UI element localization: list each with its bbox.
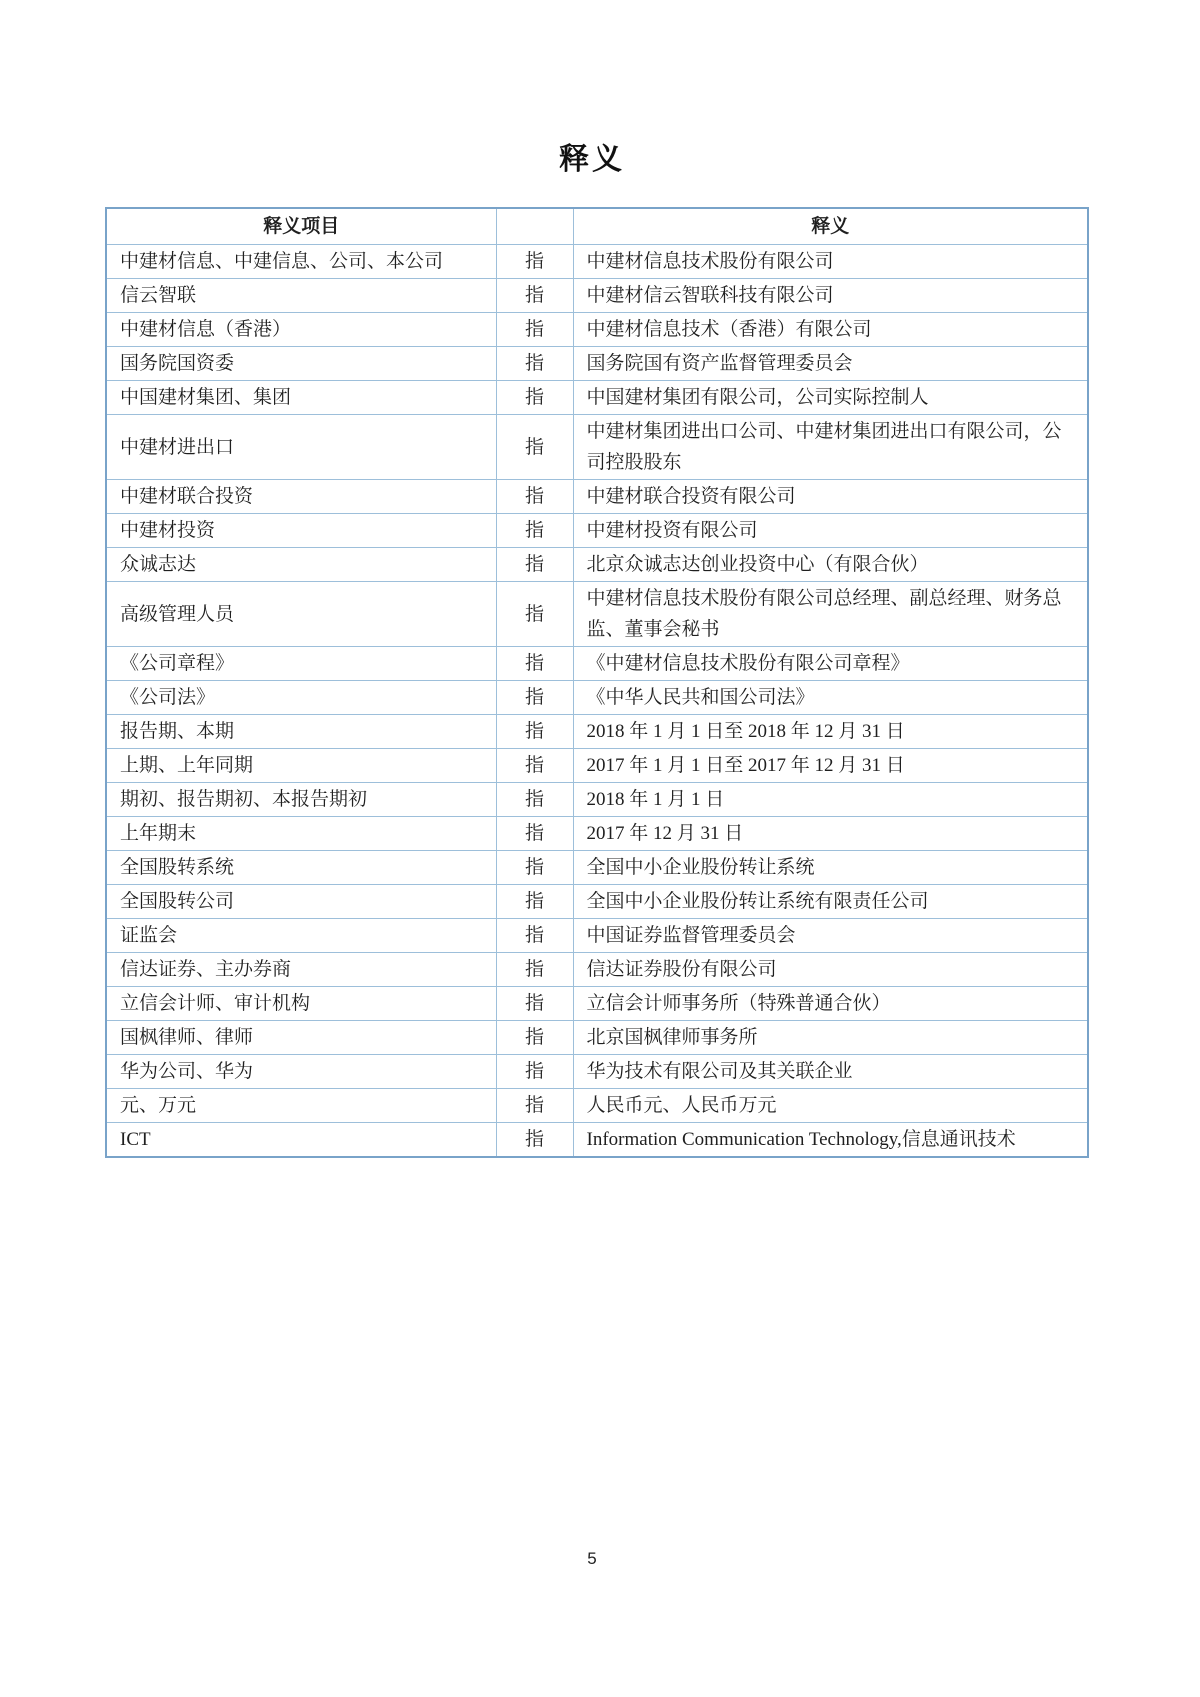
connector-cell: 指 xyxy=(496,681,573,715)
definition-cell: 《中华人民共和国公司法》 xyxy=(573,681,1088,715)
table-row xyxy=(106,279,1088,313)
table-row xyxy=(106,1089,1088,1123)
definition-cell: 2017 年 12 月 31 日 xyxy=(573,817,1088,851)
term-cell: 华为公司、华为 xyxy=(106,1055,496,1089)
term-cell: 《公司法》 xyxy=(106,681,496,715)
table-row xyxy=(106,347,1088,381)
table-row xyxy=(106,681,1088,715)
connector-cell: 指 xyxy=(496,347,573,381)
term-cell: 高级管理人员 xyxy=(106,582,496,647)
connector-cell: 指 xyxy=(496,749,573,783)
term-cell: 国务院国资委 xyxy=(106,347,496,381)
definition-cell: 中建材联合投资有限公司 xyxy=(573,480,1088,514)
term-cell: 中建材联合投资 xyxy=(106,480,496,514)
connector-cell: 指 xyxy=(496,514,573,548)
connector-cell: 指 xyxy=(496,582,573,647)
term-cell: 中建材投资 xyxy=(106,514,496,548)
table-row xyxy=(106,647,1088,681)
definition-cell: 2018 年 1 月 1 日 xyxy=(573,783,1088,817)
definitions-table xyxy=(105,207,1089,1158)
connector-cell: 指 xyxy=(496,1055,573,1089)
definition-cell: 北京众诚志达创业投资中心（有限合伙） xyxy=(573,548,1088,582)
definition-cell: 全国中小企业股份转让系统 xyxy=(573,851,1088,885)
connector-cell: 指 xyxy=(496,715,573,749)
table-row xyxy=(106,313,1088,347)
definition-cell: 中建材投资有限公司 xyxy=(573,514,1088,548)
connector-cell: 指 xyxy=(496,987,573,1021)
definition-cell: 全国中小企业股份转让系统有限责任公司 xyxy=(573,885,1088,919)
definition-cell: 信达证券股份有限公司 xyxy=(573,953,1088,987)
connector-cell: 指 xyxy=(496,381,573,415)
definition-cell: 人民币元、人民币万元 xyxy=(573,1089,1088,1123)
definition-cell: 中建材信云智联科技有限公司 xyxy=(573,279,1088,313)
header-definition: 释义 xyxy=(573,208,1088,245)
table-row xyxy=(106,1021,1088,1055)
table-row xyxy=(106,415,1088,480)
connector-cell: 指 xyxy=(496,919,573,953)
table-row xyxy=(106,381,1088,415)
table-row xyxy=(106,1055,1088,1089)
connector-cell: 指 xyxy=(496,279,573,313)
connector-cell: 指 xyxy=(496,313,573,347)
definition-cell: 中建材信息技术股份有限公司 xyxy=(573,245,1088,279)
table-row xyxy=(106,245,1088,279)
connector-cell: 指 xyxy=(496,1021,573,1055)
connector-cell: 指 xyxy=(496,953,573,987)
table-row xyxy=(106,715,1088,749)
connector-cell: 指 xyxy=(496,1089,573,1123)
term-cell: 全国股转公司 xyxy=(106,885,496,919)
term-cell: 证监会 xyxy=(106,919,496,953)
connector-cell: 指 xyxy=(496,480,573,514)
term-cell: 全国股转系统 xyxy=(106,851,496,885)
definition-cell: 立信会计师事务所（特殊普通合伙） xyxy=(573,987,1088,1021)
table-body xyxy=(106,245,1088,1158)
table-row xyxy=(106,514,1088,548)
term-cell: 报告期、本期 xyxy=(106,715,496,749)
term-cell: 上期、上年同期 xyxy=(106,749,496,783)
connector-cell: 指 xyxy=(496,817,573,851)
term-cell: 期初、报告期初、本报告期初 xyxy=(106,783,496,817)
connector-cell: 指 xyxy=(496,245,573,279)
table-row xyxy=(106,817,1088,851)
table-row xyxy=(106,783,1088,817)
connector-cell: 指 xyxy=(496,1123,573,1158)
connector-cell: 指 xyxy=(496,851,573,885)
definition-cell: 中建材信息技术股份有限公司总经理、副总经理、财务总监、董事会秘书 xyxy=(573,582,1088,647)
connector-cell: 指 xyxy=(496,415,573,480)
definition-cell: 2017 年 1 月 1 日至 2017 年 12 月 31 日 xyxy=(573,749,1088,783)
table-row xyxy=(106,480,1088,514)
term-cell: 信云智联 xyxy=(106,279,496,313)
definition-cell: 北京国枫律师事务所 xyxy=(573,1021,1088,1055)
definition-cell: 中国建材集团有限公司，公司实际控制人 xyxy=(573,381,1088,415)
definition-cell: 华为技术有限公司及其关联企业 xyxy=(573,1055,1088,1089)
definition-cell: Information Communication Technology,信息通讯技术 xyxy=(573,1123,1088,1158)
table-row xyxy=(106,987,1088,1021)
header-connector xyxy=(496,208,573,245)
table-row xyxy=(106,749,1088,783)
header-term: 释义项目 xyxy=(106,208,496,245)
term-cell: 国枫律师、律师 xyxy=(106,1021,496,1055)
definition-cell: 中建材集团进出口公司、中建材集团进出口有限公司，公司控股股东 xyxy=(573,415,1088,480)
connector-cell: 指 xyxy=(496,548,573,582)
table-row xyxy=(106,953,1088,987)
page-title: 释义 xyxy=(559,143,625,176)
term-cell: 元、万元 xyxy=(106,1089,496,1123)
table-row xyxy=(106,851,1088,885)
term-cell: 中建材信息、中建信息、公司、本公司 xyxy=(106,245,496,279)
term-cell: ICT xyxy=(106,1123,496,1158)
term-cell: 《公司章程》 xyxy=(106,647,496,681)
term-cell: 信达证券、主办券商 xyxy=(106,953,496,987)
term-cell: 中建材信息（香港） xyxy=(106,313,496,347)
term-cell: 中建材进出口 xyxy=(106,415,496,480)
definition-cell: 中国证券监督管理委员会 xyxy=(573,919,1088,953)
term-cell: 上年期末 xyxy=(106,817,496,851)
definition-cell: 中建材信息技术（香港）有限公司 xyxy=(573,313,1088,347)
definition-cell: 2018 年 1 月 1 日至 2018 年 12 月 31 日 xyxy=(573,715,1088,749)
term-cell: 立信会计师、审计机构 xyxy=(106,987,496,1021)
table-header-row xyxy=(106,208,1088,245)
definition-cell: 《中建材信息技术股份有限公司章程》 xyxy=(573,647,1088,681)
page-number: 5 xyxy=(587,1549,597,1568)
connector-cell: 指 xyxy=(496,647,573,681)
table-row xyxy=(106,582,1088,647)
table-row xyxy=(106,885,1088,919)
table-row xyxy=(106,919,1088,953)
table-row xyxy=(106,548,1088,582)
term-cell: 众诚志达 xyxy=(106,548,496,582)
definition-cell: 国务院国有资产监督管理委员会 xyxy=(573,347,1088,381)
connector-cell: 指 xyxy=(496,783,573,817)
term-cell: 中国建材集团、集团 xyxy=(106,381,496,415)
connector-cell: 指 xyxy=(496,885,573,919)
table-row xyxy=(106,1123,1088,1158)
